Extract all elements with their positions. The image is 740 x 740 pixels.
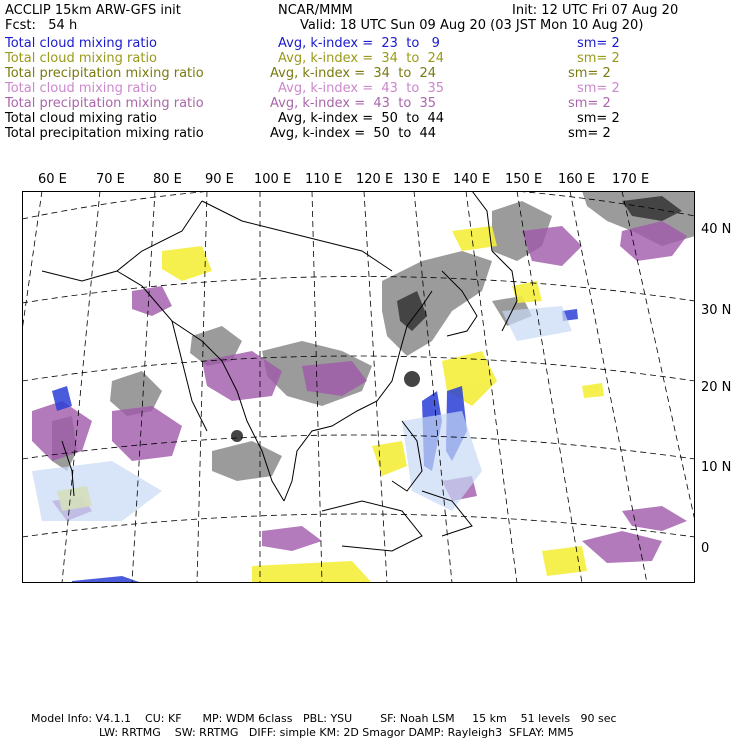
lat-label: 20 N <box>701 380 732 395</box>
lat-label: 30 N <box>701 303 732 318</box>
legend-field: Total precipitation mixing ratio <box>5 96 204 111</box>
legend-avg: Avg, k-index = 50 to 44 <box>278 111 445 126</box>
legend-field: Total precipitation mixing ratio <box>5 126 204 141</box>
legend-field: Total cloud mixing ratio <box>5 36 158 51</box>
legend-avg: Avg, k-index = 43 to 35 <box>270 96 437 111</box>
lon-label: 80 E <box>153 172 182 187</box>
lon-label: 130 E <box>403 172 441 187</box>
model-info-line1: Model Info: V4.1.1 CU: KF MP: WDM 6class PBL: YSU SF: Noah LSM 15 km 51 levels 90 sec <box>31 712 617 725</box>
lon-label: 160 E <box>558 172 596 187</box>
legend-sm: sm= 2 <box>577 51 620 66</box>
legend-sm: sm= 2 <box>577 36 620 51</box>
legend-field: Total cloud mixing ratio <box>5 51 158 66</box>
lon-label: 90 E <box>205 172 234 187</box>
lon-label: 60 E <box>38 172 67 187</box>
forecast-hour: Fcst: 54 h <box>5 18 78 33</box>
lon-label: 100 E <box>254 172 292 187</box>
legend-sm: sm= 2 <box>577 81 620 96</box>
init-time: Init: 12 UTC Fri 07 Aug 20 <box>512 3 679 18</box>
legend-avg: Avg, k-index = 50 to 44 <box>270 126 437 141</box>
lat-label: 0 <box>701 541 710 556</box>
legend-avg: Avg, k-index = 34 to 24 <box>270 66 437 81</box>
valid-time: Valid: 18 UTC Sun 09 Aug 20 (03 JST Mon 10 Aug 20) <box>300 18 644 33</box>
weather-map <box>22 191 695 583</box>
lon-label: 110 E <box>305 172 343 187</box>
legend-avg: Avg, k-index = 23 to 9 <box>278 36 440 51</box>
legend-sm: sm= 2 <box>577 111 620 126</box>
lon-label: 70 E <box>96 172 125 187</box>
lon-label: 150 E <box>505 172 543 187</box>
legend-field: Total precipitation mixing ratio <box>5 66 204 81</box>
model-info-line2: LW: RRTMG SW: RRTMG DIFF: simple KM: 2D Smagor DAMP: Rayleigh3 SFLAY: MM5 <box>99 726 574 739</box>
legend-field: Total cloud mixing ratio <box>5 111 158 126</box>
legend-sm: sm= 2 <box>568 126 611 141</box>
legend-avg: Avg, k-index = 43 to 35 <box>278 81 445 96</box>
legend-sm: sm= 2 <box>568 96 611 111</box>
legend-avg: Avg, k-index = 34 to 24 <box>278 51 445 66</box>
model-title: ACCLIP 15km ARW-GFS init <box>5 3 181 18</box>
legend-field: Total cloud mixing ratio <box>5 81 158 96</box>
lon-label: 120 E <box>356 172 394 187</box>
lat-label: 40 N <box>701 222 732 237</box>
lon-label: 140 E <box>453 172 491 187</box>
legend-sm: sm= 2 <box>568 66 611 81</box>
lon-label: 170 E <box>612 172 650 187</box>
lat-label: 10 N <box>701 460 732 475</box>
org-label: NCAR/MMM <box>278 3 353 18</box>
